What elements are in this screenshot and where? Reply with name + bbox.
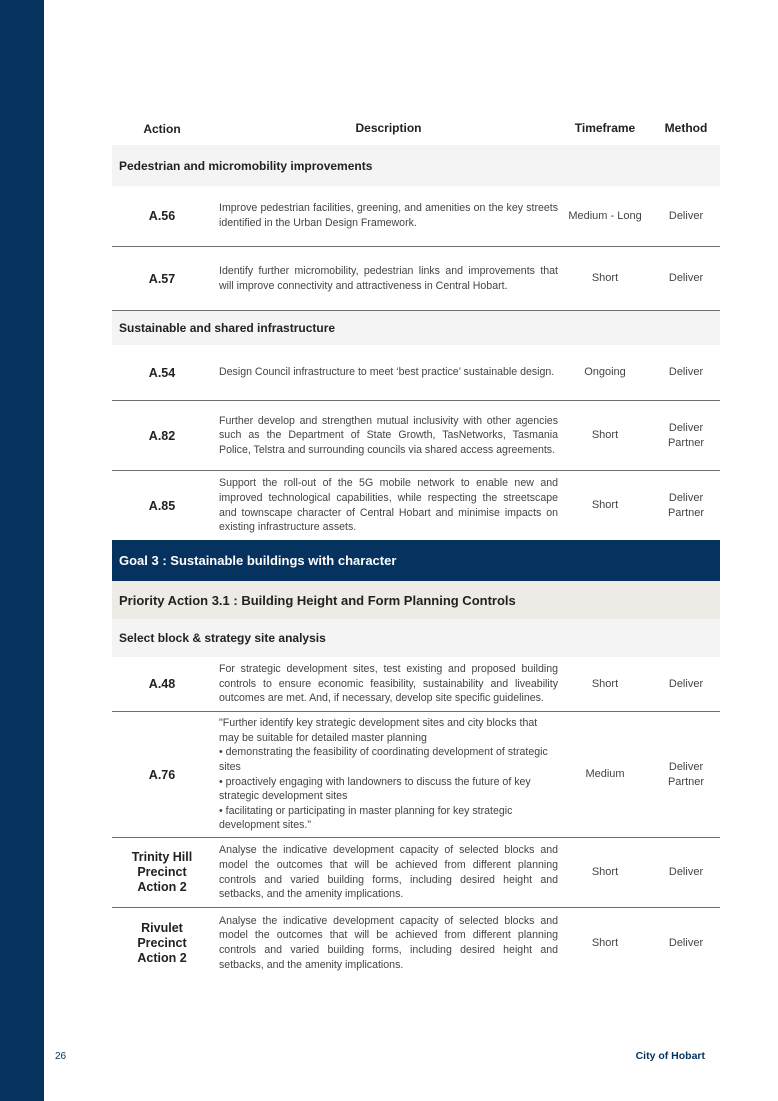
action-method bbox=[652, 491, 720, 521]
action-id: A.85 bbox=[148, 498, 176, 513]
method-partner: Partner bbox=[667, 436, 705, 449]
method-deliver: Deliver bbox=[668, 421, 704, 434]
table-row bbox=[112, 657, 720, 712]
header-description: Description bbox=[355, 121, 422, 136]
action-description: Further develop and strengthen mutual inclusivity with other agencies such as the Department of State Growth, TasNetworks, Tasmania Police, Telstra and surrounding councils via shared access agreements. bbox=[219, 414, 558, 456]
action-description: Analyse the indicative development capacity of selected blocks and model the outcomes that will be achieved from different planning controls and varied building forms, including desired height and setbacks, and the amenity implications. bbox=[219, 914, 558, 971]
action-description: Identify further micromobility, pedestrian links and improvements that will improve connectivity and attractiveness in Central Hobart. bbox=[219, 264, 558, 292]
action-description: Support the roll-out of the 5G mobile network to enable new and improved technological capabilities, while respecting the streetscape and townscape character of Central Hobart and minimise impacts on existing infrastructure assets. bbox=[219, 477, 558, 534]
action-description: Improve pedestrian facilities, greening, and amenities on the key streets identified in the Urban Design Framework. bbox=[219, 202, 558, 229]
action-id-line: Trinity Hill bbox=[131, 850, 193, 864]
page-number: 26 bbox=[55, 1051, 67, 1062]
action-id: A.82 bbox=[148, 428, 176, 443]
header-timeframe: Timeframe bbox=[574, 121, 636, 136]
action-id: A.57 bbox=[148, 271, 176, 286]
table-row bbox=[112, 838, 720, 908]
action-timeframe: Short bbox=[591, 499, 619, 512]
action-id: A.48 bbox=[148, 677, 176, 691]
table-row bbox=[112, 247, 720, 311]
action-id: A.56 bbox=[148, 209, 176, 223]
section-heading: Sustainable and shared infrastructure bbox=[112, 311, 720, 345]
action-timeframe: Short bbox=[591, 429, 619, 442]
method-deliver: Deliver bbox=[668, 760, 704, 773]
action-timeframe: Medium - Long bbox=[568, 209, 642, 222]
action-timeframe: Short bbox=[591, 677, 619, 690]
table-row bbox=[112, 345, 720, 401]
section-heading: Select block & strategy site analysis bbox=[112, 619, 720, 657]
action-description: Design Council infrastructure to meet ‘best practice’ sustainable design. bbox=[219, 366, 555, 379]
table-row bbox=[112, 908, 720, 978]
action-description bbox=[212, 716, 558, 833]
action-method: Deliver bbox=[668, 366, 704, 379]
action-id bbox=[112, 921, 212, 966]
action-id-line: Rivulet bbox=[141, 920, 183, 935]
action-timeframe: Ongoing bbox=[584, 366, 626, 379]
action-table bbox=[112, 112, 720, 978]
action-timeframe: Short bbox=[591, 936, 619, 949]
table-header bbox=[112, 112, 720, 145]
action-id: A.76 bbox=[148, 767, 176, 782]
action-id-line: Precinct bbox=[137, 935, 187, 950]
action-description: For strategic development sites, test existing and proposed building controls to ensure economic feasibility, sustainability and liveability outcomes are met. And, if necessary, develop site specific guidelines. bbox=[219, 663, 558, 705]
action-description: Analyse the indicative development capacity of selected blocks and model the outcomes that will be achieved from different planning controls and varied building forms, including desired height and setbacks, and the amenity implications. bbox=[219, 844, 558, 901]
description-bullet: • facilitating or participating in master planning for key strategic development sites." bbox=[219, 804, 513, 832]
action-method bbox=[652, 760, 720, 790]
action-id-line: Action 2 bbox=[137, 880, 187, 894]
action-method: Deliver bbox=[668, 866, 704, 879]
sidebar-stripe bbox=[0, 0, 44, 1101]
action-method: Deliver bbox=[668, 209, 704, 222]
action-method: Deliver bbox=[668, 677, 704, 690]
action-id-line: Precinct bbox=[137, 865, 187, 879]
description-bullet: • proactively engaging with landowners to discuss the future of key strategic development sites bbox=[219, 775, 531, 803]
table-row bbox=[112, 471, 720, 540]
table-row bbox=[112, 186, 720, 247]
action-method: Deliver bbox=[668, 936, 704, 949]
header-action: Action bbox=[143, 121, 181, 136]
table-row bbox=[112, 401, 720, 471]
table-row bbox=[112, 712, 720, 838]
description-intro: "Further identify key strategic development sites and city blocks that may be suitable for detailed master planning bbox=[219, 717, 538, 744]
action-method: Deliver bbox=[668, 272, 704, 285]
action-timeframe: Medium bbox=[585, 768, 625, 781]
goal-banner: Goal 3 : Sustainable buildings with character bbox=[112, 540, 720, 581]
action-id bbox=[112, 850, 212, 895]
organisation-name: City of Hobart bbox=[635, 1050, 705, 1062]
action-id-line: Action 2 bbox=[137, 950, 187, 965]
action-id: A.54 bbox=[148, 365, 176, 380]
action-timeframe: Short bbox=[591, 272, 619, 285]
method-partner: Partner bbox=[667, 775, 705, 788]
header-method: Method bbox=[664, 121, 708, 136]
action-method bbox=[652, 421, 720, 451]
method-deliver: Deliver bbox=[668, 491, 704, 504]
section-heading: Pedestrian and micromobility improvements bbox=[112, 145, 720, 186]
priority-banner: Priority Action 3.1 : Building Height and Form Planning Controls bbox=[112, 581, 720, 619]
action-timeframe: Short bbox=[591, 866, 619, 879]
description-bullet: • demonstrating the feasibility of coordinating development of strategic sites bbox=[219, 746, 548, 773]
method-partner: Partner bbox=[667, 506, 705, 519]
